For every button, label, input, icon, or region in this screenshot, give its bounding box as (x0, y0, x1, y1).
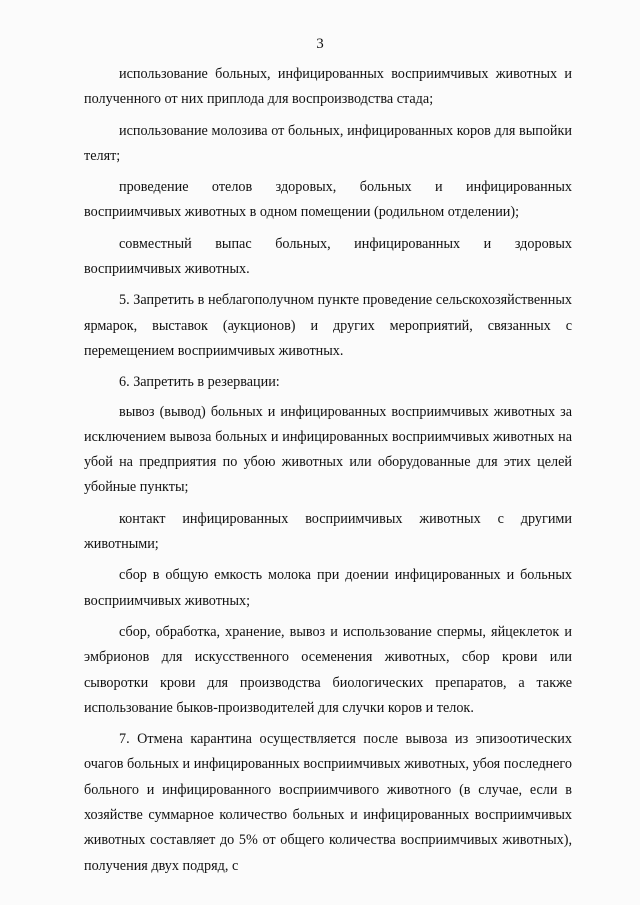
paragraph-4: совместный выпас больных, инфицированных и здоровых восприимчивых животных. (84, 235, 572, 278)
paragraph-9: сбор в общую емкость молока при доении инфицированных и больных восприимчивых животных; (84, 567, 572, 609)
paragraph-7: вывоз (вывод) больных и инфицированных восприимчивых животных за исключением вывоза больных и инфицированных восприимчивых животных на убой на предприятия по убою животных или оборудованные для этих целей убойные пункты; (84, 403, 572, 496)
paragraph-10: сбор, обработка, хранение, вывоз и использование спермы, яйцеклеток и эмбрионов для искусственного осеменения животных, сбор крови или сыворотки крови для производства биологических препаратов, а также использование быков-производителей для случки коров и телок. (84, 623, 572, 716)
page-number: 3 (316, 36, 324, 52)
paragraph-item-7: 7. Отмена карантина осуществляется после вывоза из эпизоотических очагов больных и инфицированных восприимчивых животных, убоя последнего больного и инфицированного восприимчивого животного (в случае, если в хозяйстве суммарное количество больных и инфицированных восприимчивых животных составляет до 5% от общего количества восприимчивых животных), получения двух подряд, с (84, 731, 572, 874)
paragraph-2: использование молозива от больных, инфицированных коров для выпойки телят; (84, 122, 572, 164)
paragraph-3: проведение отелов здоровых, больных и инфицированных восприимчивых животных в одном помещении (родильном отделении); (84, 179, 572, 221)
paragraph-item-5: 5. Запретить в неблагополучном пункте проведение сельскохозяйственных ярмарок, выставок (аукционов) и других мероприятий, связанных с перемещением восприимчивых животных. (84, 292, 572, 359)
document-body (84, 62, 572, 885)
paragraph-item-6: 6. Запретить в резервации: (119, 374, 280, 391)
paragraph-8: контакт инфицированных восприимчивых животных с другими животными; (84, 510, 572, 553)
paragraph-1: использование больных, инфицированных восприимчивых животных и полученного от них приплода для воспроизводства стада; (84, 66, 572, 108)
